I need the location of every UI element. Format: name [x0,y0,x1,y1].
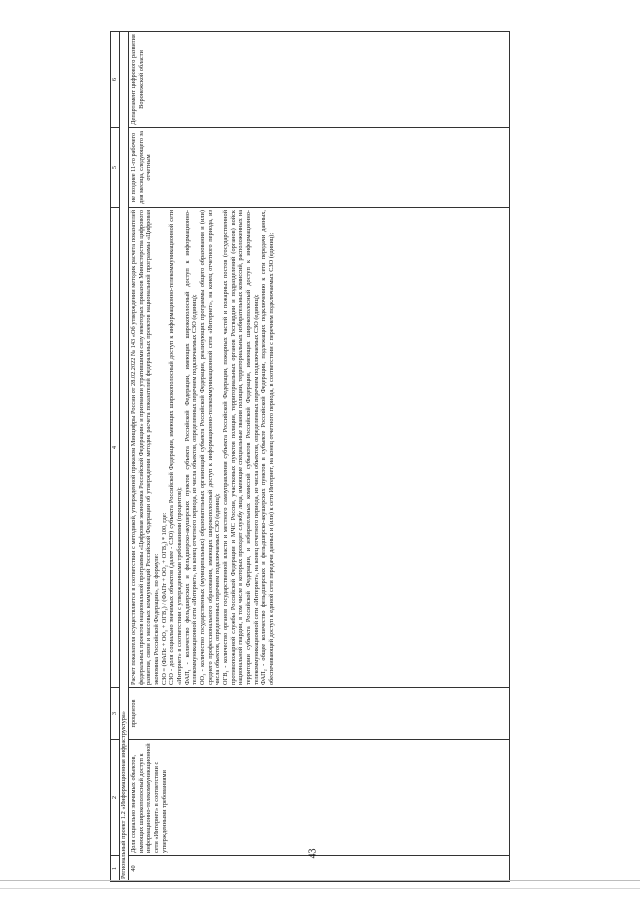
method-paragraph: СЗО - доля социально значимых объектов (далее - СЗО) субъекта Российской Федерации, имеющих широкополосный доступ к информационно-телекоммуникационной сети «Интернет» в соответствии с утвержденными требованиями (процентов); [168,210,184,685]
method-cell [129,208,510,688]
header-col-6: 6 [111,32,120,128]
unit-cell: процентов [129,688,510,740]
method-paragraph: Расчет показателя осуществляется в соответствии с методикой, утвержденной приказом Минцифры России от 28.02.2022 № 143 «Об утверждении методик расчета показателей федеральных проектов национальной программы «Цифровая экономика Российской Федерации» и признании утратившими силу некоторых приказов Министерства цифрового развития, связи и массовых коммуникаций Российской Федерации об утверждении методик расчета показателей федеральных проектов национальной программы «Цифровая экономика Российской Федерации», по формуле: [130,210,161,685]
section-row [120,32,129,882]
method-paragraph: ОГВ₁ - количество органов государственной власти и местного самоуправления субъекта Российской Федерации, пожарных частей и пожарных постов (государственной противопожарной службы Российской Федерации и МЧС России, участковых пунктов полиции, территориальных органов Росгвардии и подразделений (органов) войск национальной гвардии, в том числе в которых проходят службу лица, имеющие специальные звания полиции, территориальных избирательных комиссий, расположенных на территории субъекта Российской Федерации, и избирательных комиссий субъектов Российской Федерации, имеющих широкополосный доступ к информационно-телекоммуникационной сети «Интернет», на конец отчетного периода, из числа объектов, определенных перечнем подключаемых СЗО (единиц); [222,210,260,685]
responsible-cell: Департамент цифрового развития Воронежской области [129,32,510,128]
indicator-name: Доля социально значимых объектов, имеющих широкополосный доступ к информационно-телекоммуникационной сети «Интернет» в соответствии с утвержденными требованиями [129,740,510,856]
header-col-5: 5 [111,128,120,208]
header-col-2: 2 [111,740,120,856]
scan-edge-line [0,880,640,881]
deadline-cell: не позднее 11-го рабочего дня месяца, следующего за отчетным [129,128,510,208]
method-formula: СЗО = (ФАПс + ОО₁ + ОГВ₁) / (ФАПт + ОО₂ + ОГВ₂) * 100, где: [160,512,168,685]
method-paragraph: ОО₁ - количество государственных (муниципальных) образовательных организаций субъекта Российской Федерации, реализующих программы общего образования и (или) среднего профессионального образования, имеющих широкополосный доступ к информационно-телекоммуникационной сети «Интернет», на конец отчетного периода, из числа объектов, определенных перечнем подключаемых СЗО (единиц); [199,210,222,685]
header-col-1: 1 [111,856,120,882]
table-header-row [111,32,120,882]
indicators-table [110,31,510,882]
header-col-4: 4 [111,208,120,688]
header-col-3: 3 [111,688,120,740]
rotated-table-wrapper [110,32,510,882]
section-title: Региональный проект 1.2 «Информационная инфраструктура» [120,32,129,882]
method-paragraph: ФАП₁ - количество фельдшерских и фельдшерско-акушерских пунктов субъекта Российской Федерации, имеющих широкополосный доступ к информационно-телекоммуникационной сети «Интернет», на конец отчетного периода, из числа объектов, определенных перечнем подключаемых СЗО (единиц); [183,210,199,685]
page-number: 43 [307,848,319,859]
row-number: 40 [129,856,510,882]
method-paragraph: ФАП₂ - общее количество фельдшерских и фельдшерско-акушерских пунктов в субъекте Российской Федерации, подлежащих подключению к сети передачи данных, обеспечивающей доступ к единой сети передачи данных и (или) к сети Интернет, на конец отчетного периода, в соответствии с перечнем подключаемых СЗО (единиц); [260,210,276,685]
table-row [129,32,510,882]
scan-edge-line [0,888,640,889]
